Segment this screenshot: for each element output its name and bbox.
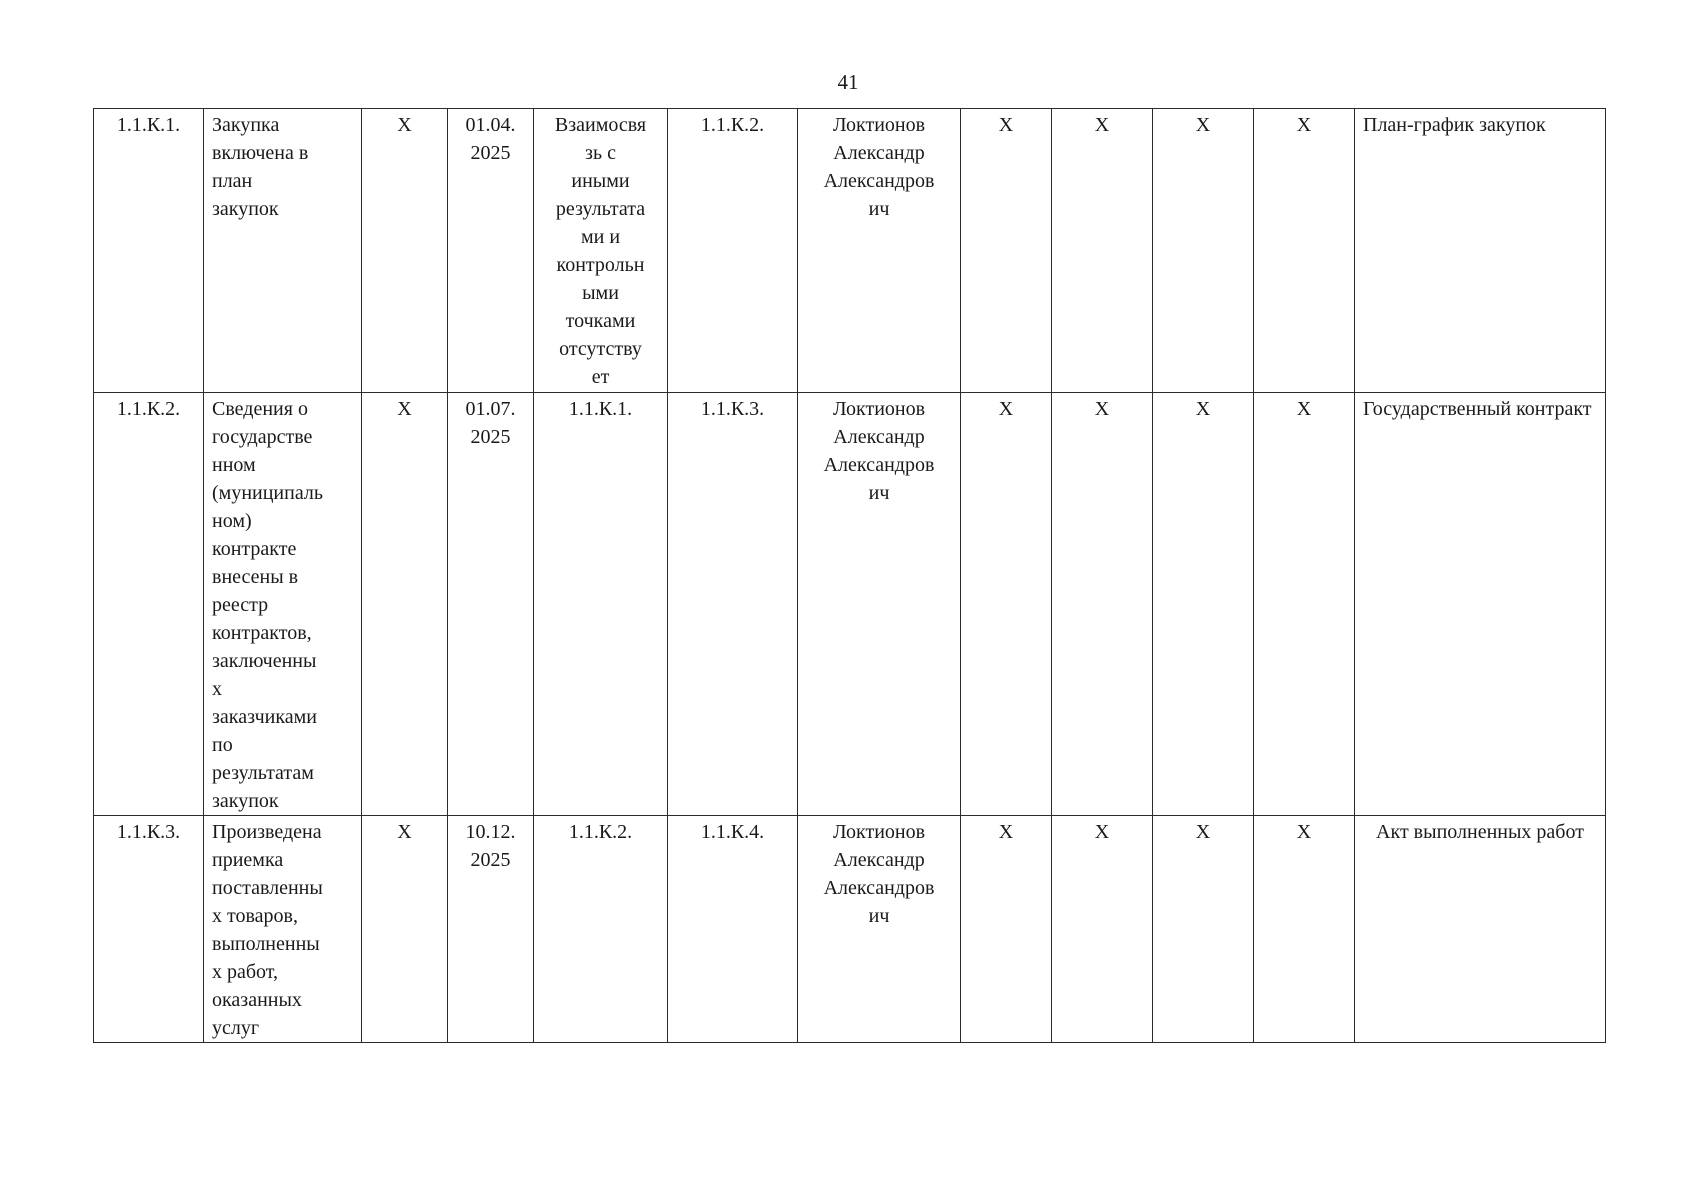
code-cell: 1.1.К.2. xyxy=(94,393,204,816)
person-line: Локтионов xyxy=(832,398,926,420)
previous-line: отсутству xyxy=(559,338,642,360)
previous-line: ет xyxy=(591,366,610,388)
event-line: заключенны xyxy=(212,650,317,672)
event-line: приемка xyxy=(212,849,284,871)
event-line: услуг xyxy=(212,1017,260,1039)
event-line: по xyxy=(212,734,233,756)
mark-cell: Х xyxy=(961,393,1052,816)
event-line: контракте xyxy=(212,538,297,560)
previous-line: контрольн xyxy=(556,254,645,276)
mark-cell: Х xyxy=(1254,816,1355,1043)
person-line: Александр xyxy=(833,142,925,164)
person-line: ич xyxy=(868,905,890,927)
date-line: 10.12. xyxy=(465,821,516,843)
event-cell xyxy=(204,816,362,1043)
next-point-cell: 1.1.К.2. xyxy=(668,109,798,393)
document-cell: Государственный контракт xyxy=(1355,393,1606,816)
mark-cell: Х xyxy=(1052,393,1153,816)
responsible-person-cell xyxy=(798,816,961,1043)
mark-cell: Х xyxy=(1254,393,1355,816)
event-line: (муниципаль xyxy=(212,482,323,504)
event-line: поставленны xyxy=(212,877,323,899)
person-line: Локтионов xyxy=(832,821,926,843)
event-line: х xyxy=(212,678,222,700)
date-cell xyxy=(448,816,534,1043)
table-row xyxy=(94,393,1606,816)
event-line: закупок xyxy=(212,790,279,812)
document-cell: Акт выполненных работ xyxy=(1355,816,1606,1043)
event-line: результатам xyxy=(212,762,314,784)
document-cell: План-график закупок xyxy=(1355,109,1606,393)
event-cell xyxy=(204,393,362,816)
event-line: государстве xyxy=(212,426,313,448)
event-line: выполненны xyxy=(212,933,320,955)
person-line: Александров xyxy=(823,454,935,476)
mark-cell: Х xyxy=(362,393,448,816)
table-body xyxy=(94,109,1606,1043)
previous-line: зь с xyxy=(585,142,616,164)
table-row xyxy=(94,109,1606,393)
event-line: внесены в xyxy=(212,566,299,588)
code-cell: 1.1.К.3. xyxy=(94,816,204,1043)
event-line: Сведения о xyxy=(212,398,308,420)
next-point-cell: 1.1.К.4. xyxy=(668,816,798,1043)
event-line: Произведена xyxy=(212,821,322,843)
person-line: Александров xyxy=(823,170,935,192)
date-line: 2025 xyxy=(470,142,511,164)
mark-cell: Х xyxy=(1153,109,1254,393)
mark-cell: Х xyxy=(362,816,448,1043)
previous-line: ыми xyxy=(582,282,619,304)
previous-points-cell xyxy=(534,816,668,1043)
previous-line: 1.1.К.1. xyxy=(568,398,633,420)
previous-points-cell xyxy=(534,109,668,393)
event-cell xyxy=(204,109,362,393)
code-cell: 1.1.К.1. xyxy=(94,109,204,393)
responsible-person-cell xyxy=(798,109,961,393)
event-line: нном xyxy=(212,454,256,476)
previous-line: Взаимосвя xyxy=(554,114,647,136)
person-line: Александров xyxy=(823,877,935,899)
person-line: Александр xyxy=(833,426,925,448)
event-line: план xyxy=(212,170,253,192)
date-line: 01.04. xyxy=(465,114,516,136)
date-line: 2025 xyxy=(470,849,511,871)
event-line: заказчиками xyxy=(212,706,317,728)
date-line: 01.07. xyxy=(465,398,516,420)
mark-cell: Х xyxy=(1052,109,1153,393)
previous-points-cell xyxy=(534,393,668,816)
date-line: 2025 xyxy=(470,426,511,448)
previous-line: иными xyxy=(571,170,630,192)
person-line: Локтионов xyxy=(832,114,926,136)
event-line: оказанных xyxy=(212,989,302,1011)
event-line: х товаров, xyxy=(212,905,298,927)
event-line: х работ, xyxy=(212,961,279,983)
event-line: контрактов, xyxy=(212,622,312,644)
previous-line: точками xyxy=(565,310,636,332)
person-line: ич xyxy=(868,482,890,504)
mark-cell: Х xyxy=(961,816,1052,1043)
control-points-table xyxy=(93,108,1606,1043)
event-line: реестр xyxy=(212,594,269,616)
previous-line: 1.1.К.2. xyxy=(568,821,633,843)
event-line: ном) xyxy=(212,510,252,532)
responsible-person-cell xyxy=(798,393,961,816)
person-line: Александр xyxy=(833,849,925,871)
mark-cell: Х xyxy=(1254,109,1355,393)
mark-cell: Х xyxy=(1052,816,1153,1043)
event-line: закупок xyxy=(212,198,279,220)
event-line: Закупка xyxy=(212,114,280,136)
mark-cell: Х xyxy=(362,109,448,393)
event-line: включена в xyxy=(212,142,309,164)
date-cell xyxy=(448,393,534,816)
page-number: 41 xyxy=(837,70,859,94)
date-cell xyxy=(448,109,534,393)
next-point-cell: 1.1.К.3. xyxy=(668,393,798,816)
previous-line: ми и xyxy=(580,226,621,248)
table-row xyxy=(94,816,1606,1043)
mark-cell: Х xyxy=(1153,393,1254,816)
person-line: ич xyxy=(868,198,890,220)
mark-cell: Х xyxy=(1153,816,1254,1043)
mark-cell: Х xyxy=(961,109,1052,393)
previous-line: результата xyxy=(555,198,646,220)
